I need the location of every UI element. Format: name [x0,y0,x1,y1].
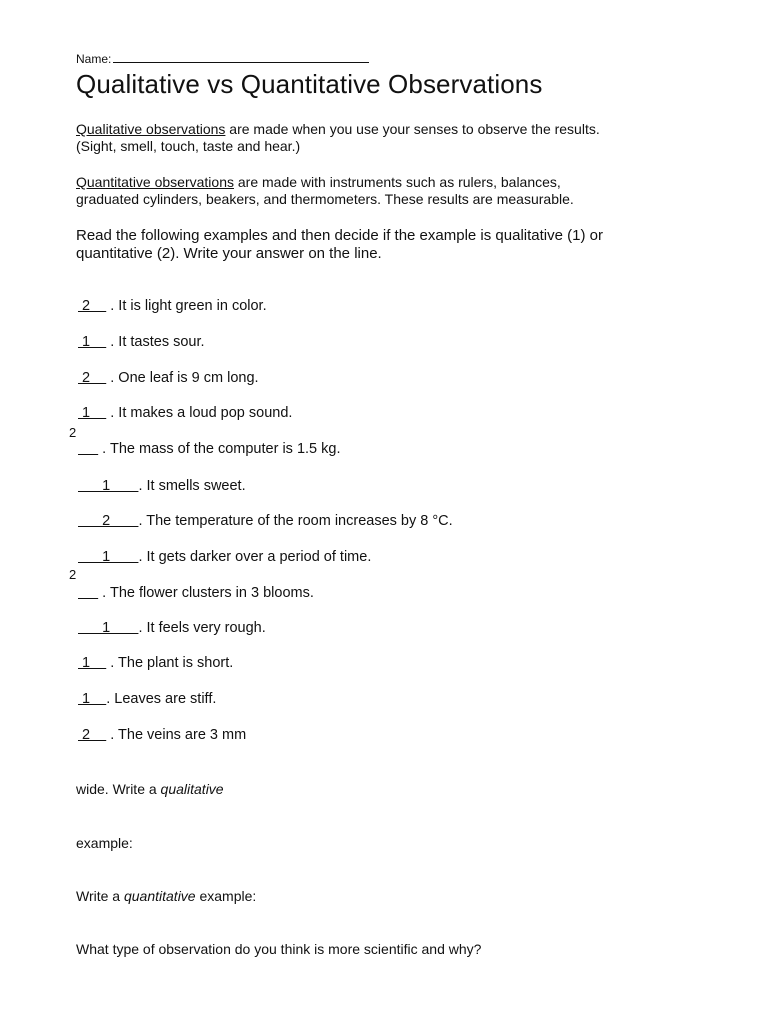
page-title: Qualitative vs Quantitative Observations [76,69,543,99]
list-item [78,620,266,636]
item-text: . Leaves are stiff. [106,691,217,707]
instructions-line-2: quantitative (2). Write your answer on the line. [76,245,382,262]
prompt-suffix: example: [195,888,257,904]
answer-blank[interactable]: 1 [78,655,107,671]
answer-blank[interactable]: 2 [78,370,107,386]
quantitative-term: Quantitative observations [76,174,234,190]
prompt-emphasis: quantitative [123,888,196,904]
item-text: . The mass of the computer is 1.5 kg. [98,441,341,457]
answer-blank[interactable]: 1 [78,405,107,421]
answer-blank[interactable]: 1 [78,334,107,350]
stray-mark: 2 [69,425,77,440]
list-item [78,585,314,601]
answer-blank[interactable]: 2 [78,298,107,314]
item-text: . It tastes sour. [106,334,205,350]
list-item [78,549,371,565]
quantitative-prompt [76,888,256,905]
final-question: What type of observation do you think is more scientific and why? [76,941,482,957]
list-item [78,478,246,494]
answer-blank[interactable]: 1 [78,620,139,636]
name-field [76,51,369,68]
item-text: . The flower clusters in 3 blooms. [98,585,314,601]
qualitative-term: Qualitative observations [76,121,226,137]
prompt-prefix: wide. Write a [76,781,161,797]
answer-blank[interactable]: 1 [78,691,107,707]
answer-blank[interactable]: 2 [78,727,107,743]
item-text: . The temperature of the room increases by 8 °C. [138,513,453,529]
prompt-prefix: Write a [76,888,124,904]
qualitative-definition [76,121,600,138]
quantitative-instruments: graduated cylinders, beakers, and thermometers. These results are measurable. [76,191,574,207]
item-text: . It is light green in color. [106,298,267,314]
answer-blank[interactable]: 1 [78,478,139,494]
instructions-line-1: Read the following examples and then decide if the example is qualitative (1) or [76,227,603,244]
quantitative-text: are made with instruments such as rulers, balances, [233,174,561,190]
answer-blank[interactable]: 2 [78,513,139,529]
item-text: . It gets darker over a period of time. [138,549,372,565]
name-label: Name: [76,52,112,66]
example-label: example: [76,835,133,851]
list-item [78,298,267,314]
answer-blank[interactable] [78,585,98,601]
list-item [78,691,216,707]
list-item [78,655,233,671]
quantitative-definition [76,174,561,191]
item-text: . The veins are 3 mm [106,727,247,743]
list-item [78,334,205,350]
answer-blank[interactable] [78,441,98,457]
qualitative-text: are made when you use your senses to observe the results. [225,121,600,137]
stray-mark: 2 [69,567,77,582]
name-line[interactable] [113,52,369,63]
item-text: . It smells sweet. [138,478,246,494]
item-text: . The plant is short. [106,655,234,671]
answer-blank[interactable]: 1 [78,549,139,565]
qualitative-senses: (Sight, smell, touch, taste and hear.) [76,138,301,154]
list-item [78,513,453,529]
item-text: . It makes a loud pop sound. [106,405,293,421]
qualitative-prompt [76,781,224,798]
item-text: . It feels very rough. [138,620,266,636]
item-text: . One leaf is 9 cm long. [106,370,259,386]
list-item [78,727,246,743]
prompt-emphasis: qualitative [160,781,224,797]
list-item [78,441,340,457]
list-item [78,405,292,421]
list-item [78,370,259,386]
